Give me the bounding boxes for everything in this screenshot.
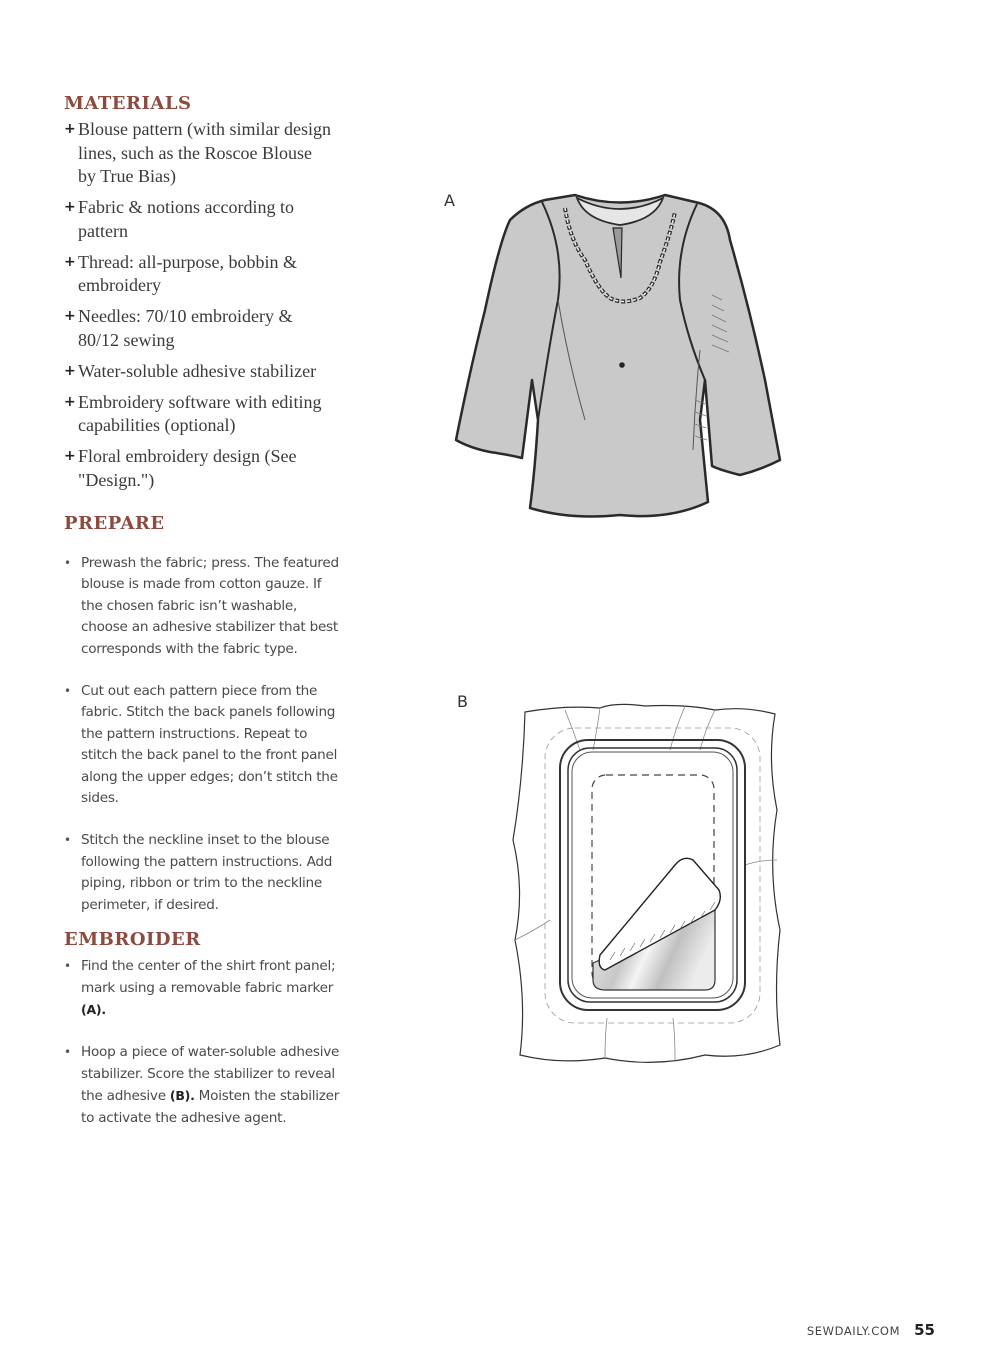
site-name: SEWDAILY.COM bbox=[806, 1324, 901, 1338]
materials-item: + Water-soluble adhesive stabilizer bbox=[64, 360, 334, 384]
figure-b-label: B bbox=[457, 692, 468, 711]
materials-item: + Thread: all-purpose, bobbin & embroidery bbox=[64, 251, 297, 295]
bullet-dot-icon: • bbox=[64, 684, 71, 699]
materials-item: + Floral embroidery design (See "Design.") bbox=[64, 446, 297, 490]
page-footer bbox=[807, 1321, 935, 1339]
plus-bullet-icon: + bbox=[64, 448, 76, 464]
figure-b-hoop-illustration bbox=[505, 700, 790, 1075]
bullet-dot-icon: • bbox=[64, 833, 71, 848]
figure-reference: (A). bbox=[81, 1001, 106, 1017]
bullet-dot-icon: • bbox=[64, 556, 71, 570]
embroider-heading: EMBROIDER bbox=[64, 929, 201, 951]
figure-a-label: A bbox=[444, 191, 455, 210]
embroider-steps bbox=[64, 956, 344, 1129]
plus-bullet-icon: + bbox=[64, 393, 76, 410]
page-number: 55 bbox=[914, 1321, 935, 1339]
prepare-step: • Cut out each pattern piece from the fabric. Stitch the back panels following the pattern instructions. Repeat to stitch the back panel to the front panel along the upper edges; don’t stitch the sides. bbox=[64, 683, 338, 807]
embroider-step: • Find the center of the shirt front panel; mark using a removable fabric marker (A). bbox=[64, 958, 336, 1017]
figure-reference: (B). bbox=[169, 1088, 195, 1104]
prepare-step: • Stitch the neckline inset to the blouse following the pattern instructions. Add piping, ribbon or trim to the neckline perimeter, if desired. bbox=[64, 832, 333, 913]
figure-a-blouse-illustration bbox=[450, 190, 790, 530]
center-mark bbox=[619, 362, 625, 368]
plus-bullet-icon: + bbox=[64, 199, 76, 215]
plus-bullet-icon: + bbox=[64, 121, 76, 137]
prepare-step: • Prewash the fabric; press. The featured blouse is made from cotton gauze. If the chosen fabric isn’t washable, choose an adhesive stabilizer that best corresponds with the fabric type. bbox=[64, 555, 339, 657]
materials-item: + Needles: 70/10 embroidery & 80/12 sewing bbox=[64, 306, 293, 350]
bullet-dot-icon: • bbox=[64, 1045, 71, 1060]
left-column bbox=[64, 92, 354, 1150]
materials-heading: MATERIALS bbox=[64, 93, 192, 114]
plus-bullet-icon: + bbox=[64, 362, 76, 379]
plus-bullet-icon: + bbox=[64, 253, 76, 270]
plus-bullet-icon: + bbox=[64, 308, 76, 324]
embroider-step: • Hoop a piece of water-soluble adhesive stabilizer. Score the stabilizer to reveal the adhesive (B). Moisten the stabilizer to activate the adhesive agent. bbox=[64, 1044, 340, 1126]
materials-item: + Fabric & notions according to pattern bbox=[64, 197, 294, 241]
bullet-dot-icon: • bbox=[64, 959, 71, 974]
materials-item: + Blouse pattern (with similar design lines, such as the Roscoe Blouse by True Bias) bbox=[64, 119, 331, 186]
prepare-heading: PREPARE bbox=[64, 513, 165, 534]
materials-item: + Embroidery software with editing capabilities (optional) bbox=[64, 391, 322, 435]
prepare-steps bbox=[64, 553, 344, 916]
materials-list bbox=[64, 118, 334, 492]
